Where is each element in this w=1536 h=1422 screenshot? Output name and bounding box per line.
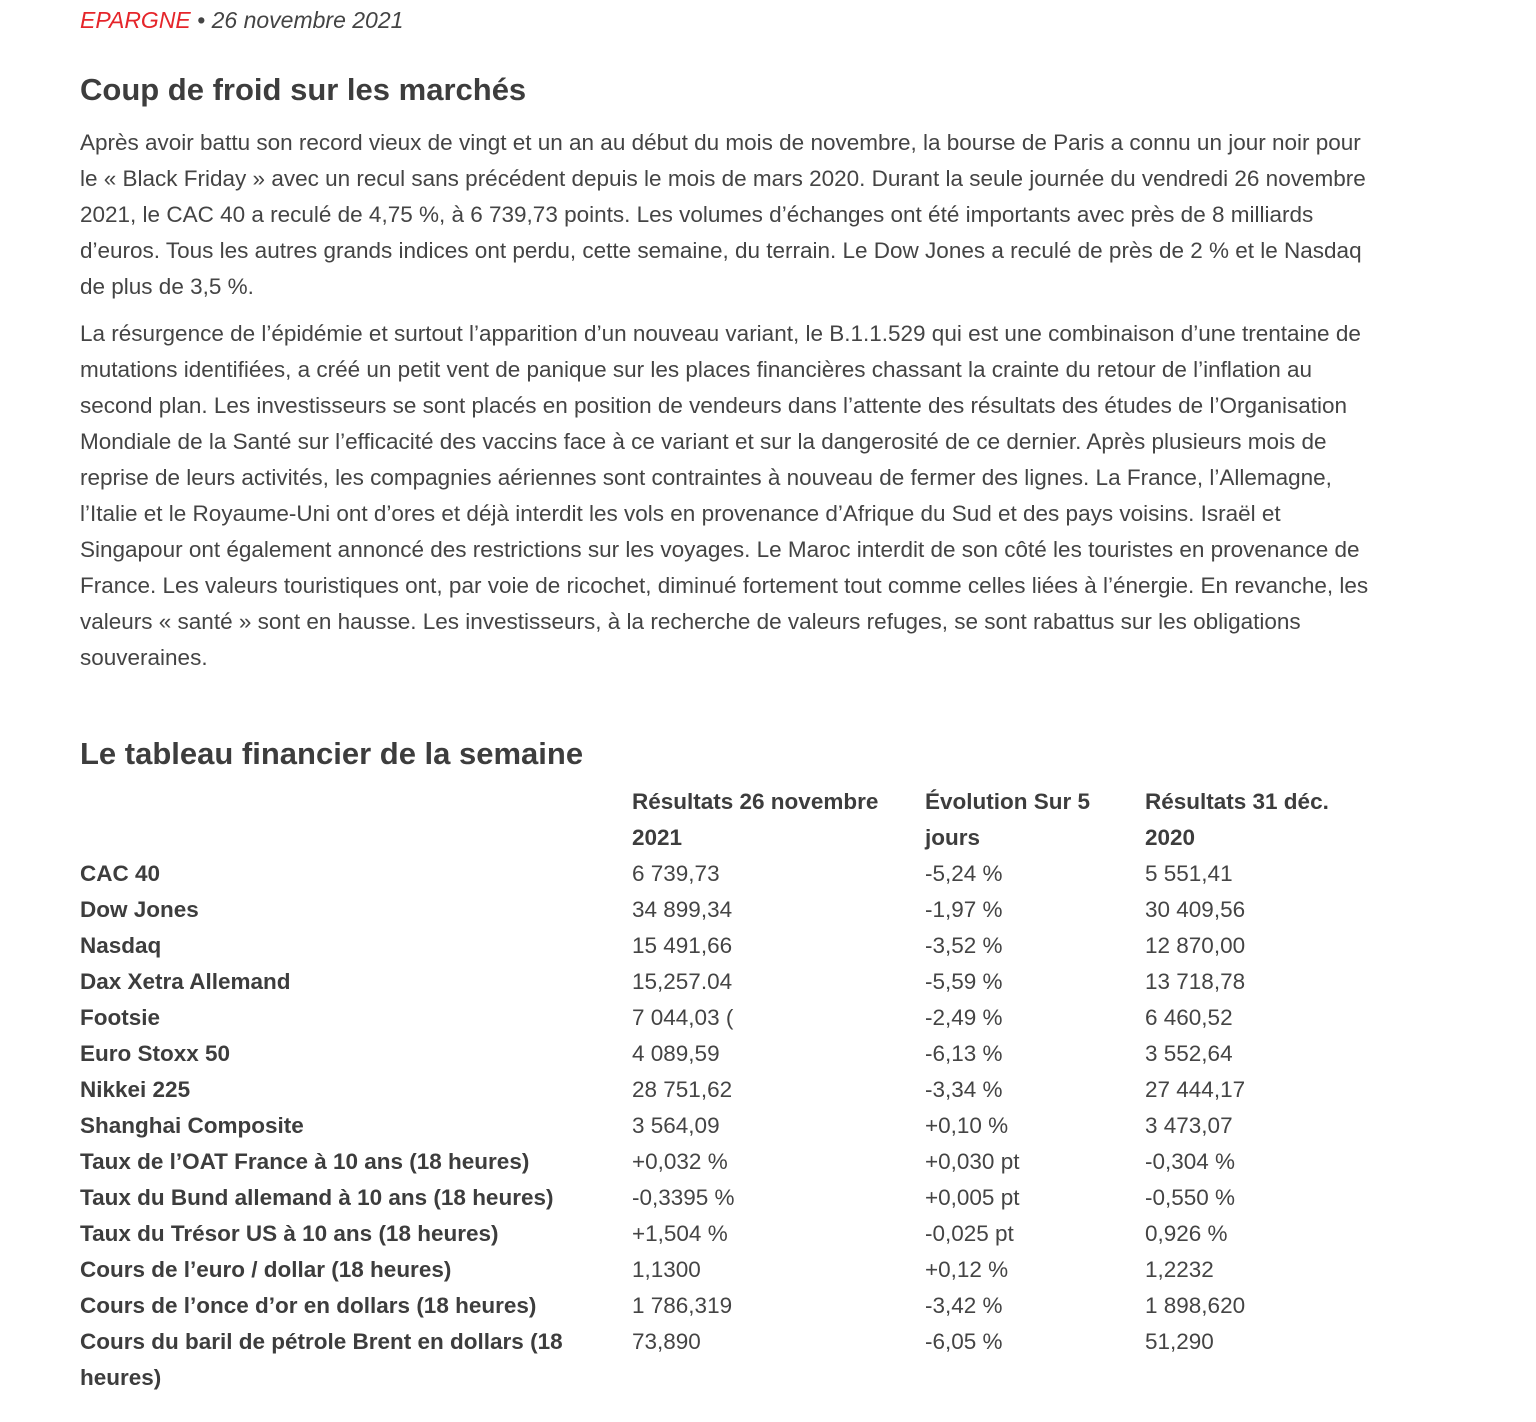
row-evolution: -6,13 % (925, 1041, 1003, 1066)
row-label: Footsie (80, 1005, 161, 1030)
row-result-dec: 1,2232 (1145, 1257, 1214, 1282)
table-row (78, 1288, 1373, 1324)
table-row (78, 964, 1373, 1000)
row-evolution: -0,025 pt (925, 1221, 1014, 1246)
table-row (78, 1072, 1373, 1108)
table-title: Le tableau financier de la semaine (80, 736, 584, 771)
row-result-dec: 13 718,78 (1145, 969, 1246, 994)
row-result-nov: 15,257.04 (632, 969, 733, 994)
row-evolution: -3,34 % (925, 1077, 1003, 1102)
row-label: Cours de l’euro / dollar (18 heures) (80, 1257, 452, 1282)
table-row (78, 1036, 1373, 1072)
row-label: CAC 40 (80, 861, 161, 886)
row-evolution: -3,42 % (925, 1293, 1003, 1318)
row-result-nov: 4 089,59 (632, 1041, 720, 1066)
table-row (78, 1000, 1373, 1036)
row-result-dec: 6 460,52 (1145, 1005, 1233, 1030)
header-result-nov: Résultats 26 novembre 2021 (632, 789, 879, 850)
row-evolution: -6,05 % (925, 1329, 1003, 1354)
row-label: Cours du baril de pétrole Brent en dollars (18 heures) (80, 1329, 563, 1390)
table-row (78, 1216, 1373, 1252)
row-result-dec: 1 898,620 (1145, 1293, 1246, 1318)
row-result-dec: 30 409,56 (1145, 897, 1246, 922)
row-result-dec: -0,304 % (1145, 1149, 1236, 1174)
row-evolution: +0,10 % (925, 1113, 1009, 1138)
row-label: Taux du Trésor US à 10 ans (18 heures) (80, 1221, 499, 1246)
row-evolution: +0,12 % (925, 1257, 1009, 1282)
row-label: Shanghai Composite (80, 1113, 304, 1138)
row-result-dec: -0,550 % (1145, 1185, 1236, 1210)
row-result-nov: 7 044,03 ( (632, 1005, 734, 1030)
row-result-dec: 27 444,17 (1145, 1077, 1246, 1102)
row-result-nov: 73,890 (632, 1329, 701, 1354)
row-result-nov: 28 751,62 (632, 1077, 733, 1102)
row-evolution: -3,52 % (925, 933, 1003, 958)
row-label: Dow Jones (80, 897, 199, 922)
table-row (78, 928, 1373, 964)
row-result-nov: 3 564,09 (632, 1113, 720, 1138)
row-result-dec: 5 551,41 (1145, 861, 1233, 886)
row-label: Euro Stoxx 50 (80, 1041, 231, 1066)
article-meta (80, 4, 403, 36)
table-row (78, 892, 1373, 928)
article-date: 26 novembre 2021 (211, 7, 404, 33)
row-evolution: +0,030 pt (925, 1149, 1020, 1174)
row-label: Taux du Bund allemand à 10 ans (18 heures) (80, 1185, 554, 1210)
article-paragraph-1: Après avoir battu son record vieux de vingt et un an au début du mois de novembre, la bourse de Paris a connu un jour noir pour le « Black Friday » avec un recul sans précédent depuis le mois de mars 2020. Durant la seule journée du vendredi 26 novembre 2021, le CAC 40 a reculé de 4,75 %, à 6 739,73 points. Les volumes d’échanges ont été importants avec près de 8 milliards d’euros. Tous les autres grands indices ont perdu, cette semaine, du terrain. Le Dow Jones a reculé de près de 2 % et le Nasdaq de plus de 3,5 %. (80, 130, 1366, 299)
table-row (78, 1108, 1373, 1144)
header-result-dec: Résultats 31 déc. 2020 (1145, 789, 1329, 850)
row-result-nov: 1,1300 (632, 1257, 701, 1282)
row-label: Cours de l’once d’or en dollars (18 heures) (80, 1293, 537, 1318)
row-result-nov: -0,3395 % (632, 1185, 735, 1210)
table-header-row (78, 784, 1373, 856)
row-label: Nasdaq (80, 933, 162, 958)
row-result-dec: 3 552,64 (1145, 1041, 1233, 1066)
article-paragraph-2: La résurgence de l’épidémie et surtout l’apparition d’un nouveau variant, le B.1.1.529 qui est une combinaison d’une trentaine de mutations identifiées, a créé un petit vent de panique sur les places financières chassant la crainte du retour de l’inflation au second plan. Les investisseurs se sont placés en position de vendeurs dans l’attente des résultats des études de l’Organisation Mondiale de la Santé sur l’efficacité des vaccins face à ce variant et sur la dangerosité de ce dernier. Après plusieurs mois de reprise de leurs activités, les compagnies aériennes sont contraintes à nouveau de fermer des lignes. La France, l’Allemagne, l’Italie et le Royaume-Uni ont d’ores et déjà interdit les vols en provenance d’Afrique du Sud et des pays voisins. Israël et Singapour ont également annoncé des restrictions sur les voyages. Le Maroc interdit de son côté les touristes en provenance de France. Les valeurs touristiques ont, par voie de ricochet, diminué fortement tout comme celles liées à l’énergie. En revanche, les valeurs « santé » sont en hausse. Les investisseurs, à la recherche de valeurs refuges, se sont rabattus sur les obligations souveraines. (80, 321, 1369, 670)
row-evolution: -1,97 % (925, 897, 1003, 922)
row-result-dec: 0,926 % (1145, 1221, 1228, 1246)
article-title: Coup de froid sur les marchés (80, 72, 527, 107)
row-result-nov: 15 491,66 (632, 933, 733, 958)
row-result-nov: +0,032 % (632, 1149, 728, 1174)
row-evolution: -5,59 % (925, 969, 1003, 994)
meta-separator: • (197, 7, 206, 33)
row-result-nov: +1,504 % (632, 1221, 728, 1246)
table-row (78, 1324, 1373, 1396)
table-row (78, 856, 1373, 892)
table-row (78, 1180, 1373, 1216)
header-index (78, 784, 630, 856)
row-evolution: -2,49 % (925, 1005, 1003, 1030)
row-result-dec: 3 473,07 (1145, 1113, 1233, 1138)
row-result-dec: 12 870,00 (1145, 933, 1246, 958)
row-result-nov: 1 786,319 (632, 1293, 733, 1318)
row-result-dec: 51,290 (1145, 1329, 1214, 1354)
row-label: Taux de l’OAT France à 10 ans (18 heures) (80, 1149, 530, 1174)
row-result-nov: 34 899,34 (632, 897, 733, 922)
financial-table (78, 784, 1373, 1396)
table-row (78, 1144, 1373, 1180)
row-evolution: +0,005 pt (925, 1185, 1020, 1210)
table-row (78, 1252, 1373, 1288)
row-label: Nikkei 225 (80, 1077, 191, 1102)
row-evolution: -5,24 % (925, 861, 1003, 886)
row-label: Dax Xetra Allemand (80, 969, 291, 994)
category-link[interactable]: EPARGNE (80, 7, 191, 33)
row-result-nov: 6 739,73 (632, 861, 720, 886)
header-evolution: Évolution Sur 5 jours (925, 789, 1091, 850)
